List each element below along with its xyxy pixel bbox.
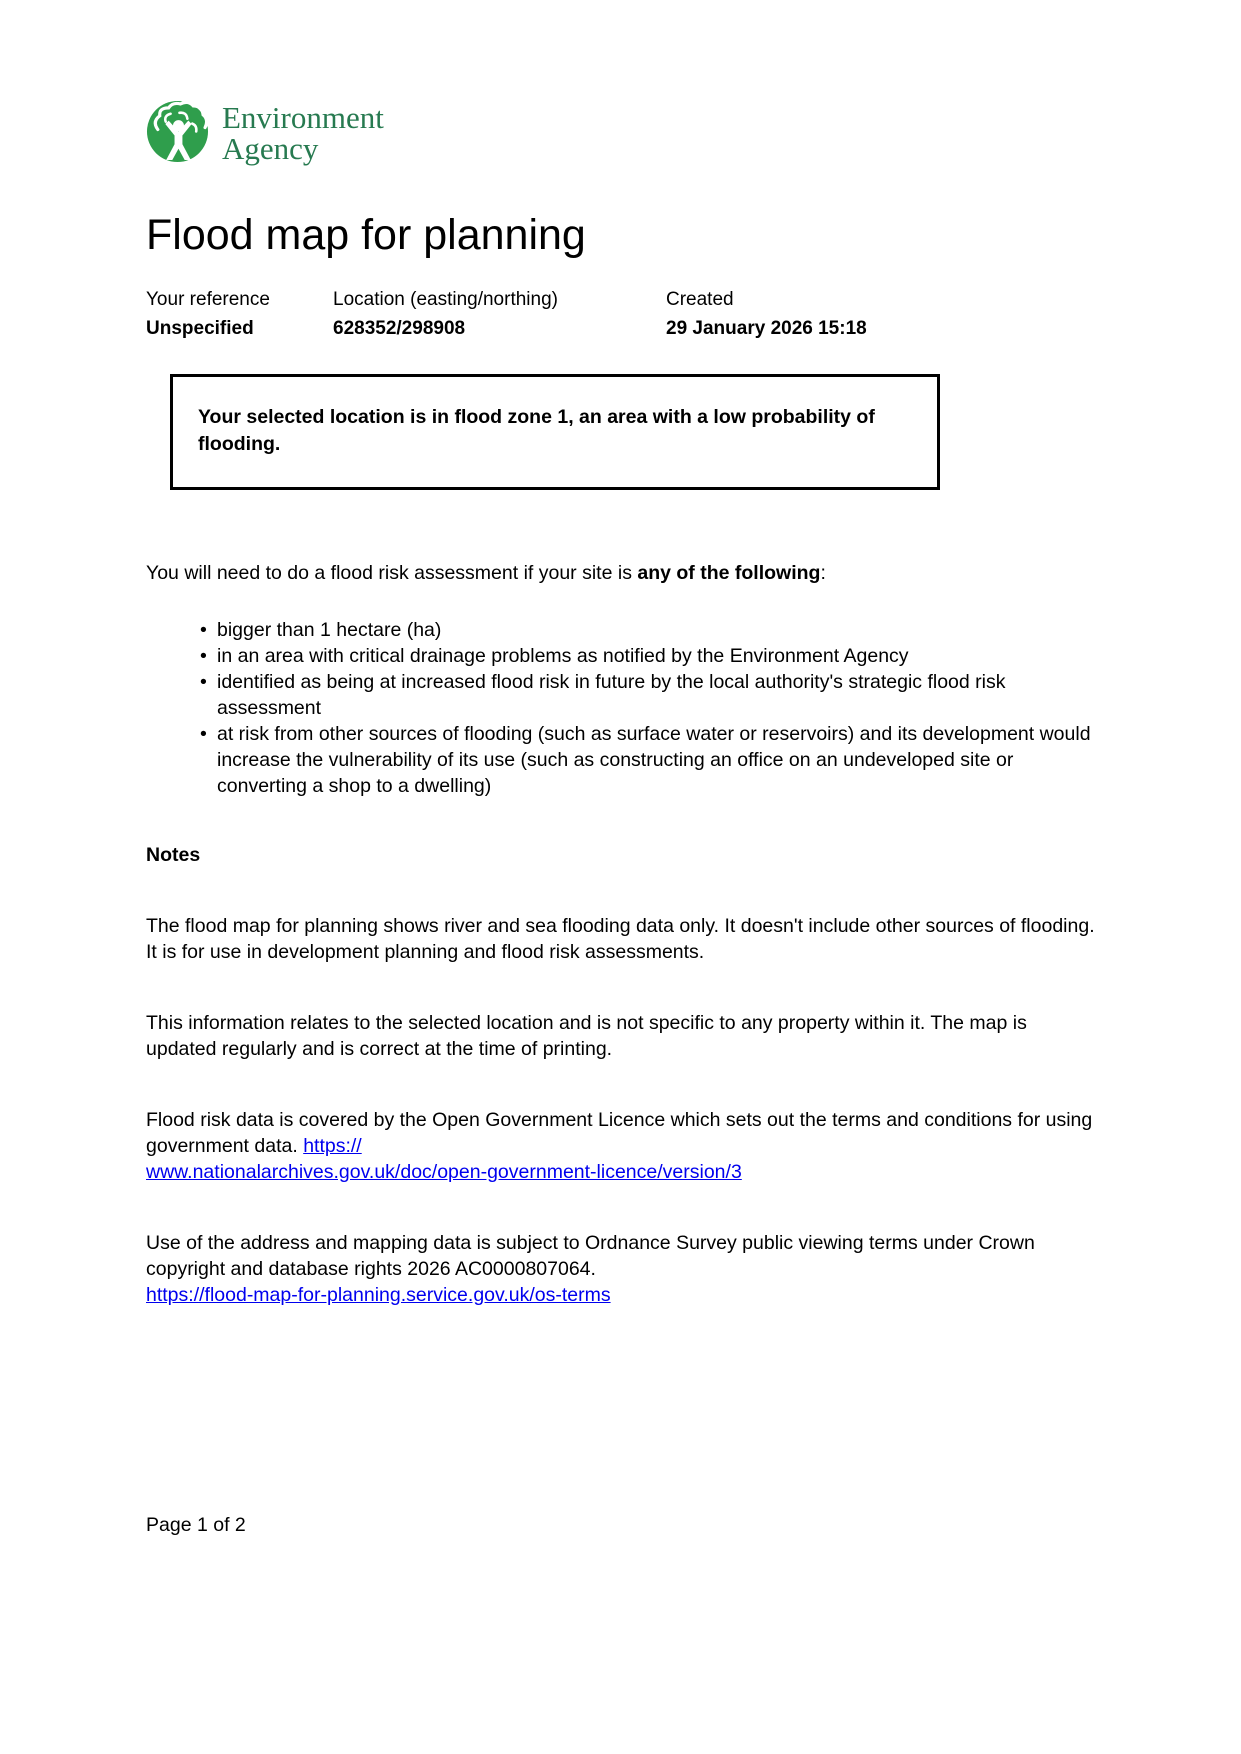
reference-label: Your reference [146,289,270,310]
assessment-intro-regular: You will need to do a flood risk assessment if your site is [146,562,638,584]
created-value: 29 January 2026 15:18 [666,318,867,339]
flood-zone-notice-box [170,374,940,490]
list-item: • bigger than 1 hectare (ha) [200,617,1095,643]
created-label: Created [666,289,734,310]
os-terms-link[interactable]: https://flood-map-for-planning.service.gov.uk/os-terms [146,1284,611,1306]
meta-location [333,289,666,339]
list-item: • at risk from other sources of flooding (such as surface water or reservoirs) and its development would increase the vulnerability of its use (such as constructing an office on an undeveloped site or converting a shop to a dwelling) [200,721,1095,799]
page-title: Flood map for planning [146,211,586,259]
assessment-intro-bold: any of the following [637,562,821,584]
ogl-licence-link-line2[interactable]: www.nationalarchives.gov.uk/doc/open-government-licence/version/3 [146,1161,742,1183]
notes-heading: Notes [146,844,201,866]
notes-paragraph-3 [146,1107,1095,1185]
list-item: • identified as being at increased flood risk in future by the local authority's strategic flood risk assessment [200,669,1095,721]
assessment-intro-suffix: : [820,562,826,584]
ogl-licence-link-line1[interactable]: https:// [303,1135,362,1157]
reference-value: Unspecified [146,318,254,339]
list-item: • in an area with critical drainage problems as notified by the Environment Agency [200,643,1095,669]
assessment-criteria-list [146,617,1095,799]
meta-created [666,289,1095,339]
notes-paragraph-2: This information relates to the selected location and is not specific to any property within it. The map is updated regularly and is correct at the time of printing. [146,1012,1027,1060]
page-indicator: Page 1 of 2 [146,1514,246,1536]
document-meta [146,289,1095,339]
logo-wordmark [222,100,384,164]
environment-agency-logo [146,100,1095,166]
flood-zone-notice-text: Your selected location is in flood zone 1, an area with a low probability of flooding. [198,406,875,455]
location-value: 628352/298908 [333,318,466,339]
logo-wordmark-line2: Agency [222,131,319,166]
assessment-intro [146,560,1095,586]
os-terms-paragraph-text: Use of the address and mapping data is subject to Ordnance Survey public viewing terms under Crown copyright and database rights 2026 AC0000807064. [146,1232,1035,1280]
notes-paragraph-4 [146,1230,1095,1308]
notes-paragraph-1: The flood map for planning shows river and sea flooding data only. It doesn't include other sources of flooding. It is for use in development planning and flood risk assessments. [146,915,1095,963]
location-label: Location (easting/northing) [333,289,558,310]
logo-wordmark-line1: Environment [222,100,384,135]
ogl-paragraph-text: Flood risk data is covered by the Open Government Licence which sets out the terms and conditions for using government data. [146,1109,1093,1157]
environment-agency-tree-icon [146,100,209,163]
meta-reference [146,289,333,339]
